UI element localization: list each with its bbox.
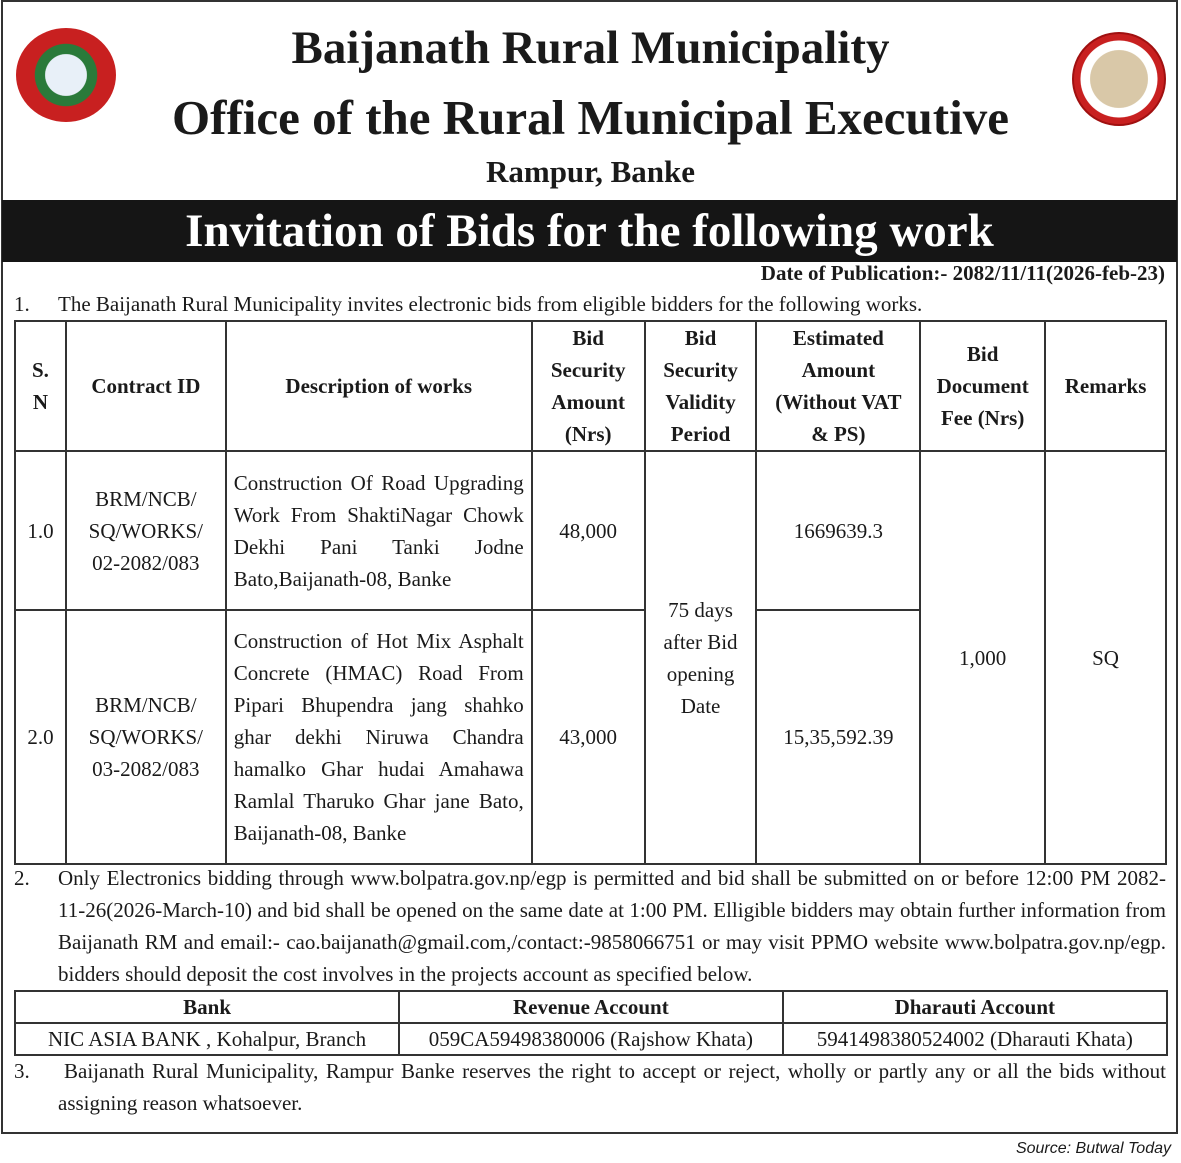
table-header-row	[15, 321, 1166, 451]
remarks: SQ	[1045, 451, 1166, 864]
contract-id: BRM/NCB/ SQ/WORKS/ 02-2082/083	[66, 451, 226, 610]
col-header: Estimated Amount (Without VAT & PS)	[756, 321, 920, 451]
serial-number: 2.0	[15, 610, 66, 864]
table-row	[15, 451, 1166, 610]
bid-validity-period: 75 days after Bid opening Date	[645, 451, 757, 864]
municipality-name: Baijanath Rural Municipality	[291, 22, 890, 74]
estimated-amount: 1669639.3	[756, 451, 920, 610]
table-row	[15, 1023, 1167, 1055]
bank-accounts-table	[14, 990, 1168, 1056]
col-header: Bid Security Validity Period	[645, 321, 757, 451]
clause-text: The Baijanath Rural Municipality invites electronic bids from eligible bidders for the following works.	[58, 292, 923, 316]
col-header: Bid Security Amount (Nrs)	[532, 321, 645, 451]
table-header-row	[15, 991, 1167, 1023]
col-header: Revenue Account	[399, 991, 782, 1023]
clause-number: 1.	[14, 292, 30, 316]
publication-date: Date of Publication:- 2082/11/11(2026-feb-23)	[760, 261, 1165, 285]
bid-security-amount: 43,000	[532, 610, 645, 864]
col-header: Bid Document Fee (Nrs)	[920, 321, 1045, 451]
serial-number: 1.0	[15, 451, 66, 610]
office-location: Rampur, Banke	[485, 154, 696, 189]
works-table	[14, 320, 1167, 865]
revenue-account: 059CA59498380006 (Rajshow Khata)	[399, 1023, 782, 1055]
clause-number: 2.	[14, 866, 30, 890]
estimated-amount: 15,35,592.39	[756, 610, 920, 864]
clause-text: Baijanath Rural Municipality, Rampur Banke reserves the right to accept or reject, wholly or partly any or all the bids without assigning reason whatsoever.	[58, 1059, 1166, 1115]
col-header: Contract ID	[66, 321, 226, 451]
col-header: Dharauti Account	[783, 991, 1167, 1023]
col-header: Description of works	[226, 321, 532, 451]
work-description: Construction of Hot Mix Asphalt Concrete (HMAC) Road From Pipari Bhupendra jang shahko ghar dekhi Niruwa Chandra hamalko Ghar hudai Amahawa Ramlal Tharuko Ghar jane Bato, Baijanath-08, Banke	[226, 610, 532, 864]
office-name: Office of the Rural Municipal Executive	[172, 90, 1009, 145]
dharauti-account: 5941498380524002 (Dharauti Khata)	[783, 1023, 1167, 1055]
col-header: S. N	[15, 321, 66, 451]
bank-name: NIC ASIA BANK , Kohalpur, Branch	[15, 1023, 399, 1055]
col-header: Remarks	[1045, 321, 1166, 451]
notice-banner: Invitation of Bids for the following work	[2, 200, 1177, 262]
bid-security-amount: 48,000	[532, 451, 645, 610]
contract-id: BRM/NCB/ SQ/WORKS/ 03-2082/083	[66, 610, 226, 864]
col-header: Bank	[15, 991, 399, 1023]
bid-document-fee: 1,000	[920, 451, 1045, 864]
clause-number: 3.	[14, 1059, 30, 1083]
clause-text: Only Electronics bidding through www.bolpatra.gov.np/egp is permitted and bid shall be submitted on or before 12:00 PM 2082-11-26(2026-March-10) and bid shall be opened on the same date at 1:00 PM. Elligible bidders may obtain further information from Baijanath RM and email:- cao.baijanath@gmail.com,/contact:-9858066751 or may visit PPMO website www.bolpatra.gov.np/egp. bidders should deposit the cost involves in the projects account as specified below.	[58, 866, 1166, 986]
source-credit: Source: Butwal Today	[1015, 1140, 1171, 1157]
work-description: Construction Of Road Upgrading Work From ShaktiNagar Chowk Dekhi Pani Tanki Jodne Bato,Baijanath-08, Banke	[226, 451, 532, 610]
